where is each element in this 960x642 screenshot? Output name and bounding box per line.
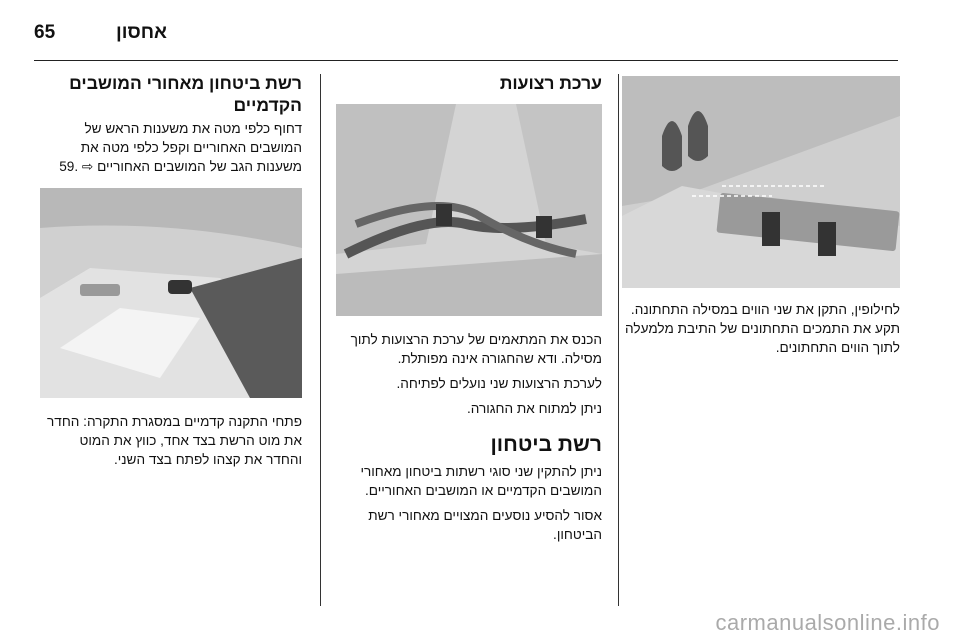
section-title-net-front-seats: רשת ביטחון מאחורי המושבים הקדמיים — [69, 73, 302, 115]
strap-para-2: לערכת הרצועות שני נועלים לפתיחה. — [396, 376, 602, 391]
net-para-2: אסור להסיע נוסעים המצויים מאחורי רשת הביטחון. — [368, 508, 602, 542]
figure-strap-kit — [336, 104, 602, 316]
column-right — [622, 72, 900, 363]
column-middle — [330, 72, 602, 550]
column-left — [40, 72, 302, 475]
section-title-strap-kit: ערכת רצועות — [499, 73, 602, 93]
figure-net-rod — [40, 188, 302, 398]
net-front-para-1 — [40, 119, 302, 176]
caption-hooks: לחילופין, התקן את שני הווים במסילה התחתונה. תקע את התמכים התחתונים של התיבת מלמעלה לתוך הווים התחתונים. — [625, 302, 900, 355]
chapter-title: אחסון — [116, 22, 167, 43]
column-divider-left — [320, 74, 321, 606]
watermark: carmanualsonline.info — [715, 610, 940, 635]
strap-kit-illustration — [336, 104, 602, 316]
header-rule — [34, 60, 898, 61]
net-rod-illustration — [40, 188, 302, 398]
arrow-ref-icon: ⇨ — [81, 159, 94, 174]
column-divider-right — [618, 74, 619, 606]
page-number: 65 — [34, 22, 56, 43]
section-title-safety-net: רשת ביטחון — [490, 433, 602, 456]
hooks-rail-illustration — [622, 76, 900, 288]
net-front-para-1-text: דחוף כלפי מטה את משענות הראש של המושבים האחוריים וקפל כלפי מטה את משענות הגב של המושבים האחוריים — [80, 121, 302, 174]
net-para-1: ניתן להתקין שני סוגי רשתות ביטחון מאחורי המושבים הקדמיים או המושבים האחוריים. — [360, 464, 602, 498]
figure-hooks-rail — [622, 76, 900, 288]
strap-para-1: הכנס את המתאמים של ערכת הרצועות לתוך מסילה. ודא שהחגורה אינה מפותלת. — [350, 332, 602, 366]
page-ref: .59 — [59, 159, 79, 174]
net-front-para-2: פתחי התקנה קדמיים במסגרת התקרה: החדר את מוט הרשת בצד אחד, כווץ את המוט והחדר את קצהו לפתח בצד השני. — [47, 414, 302, 467]
strap-para-3: ניתן למתוח את החגורה. — [467, 401, 602, 416]
